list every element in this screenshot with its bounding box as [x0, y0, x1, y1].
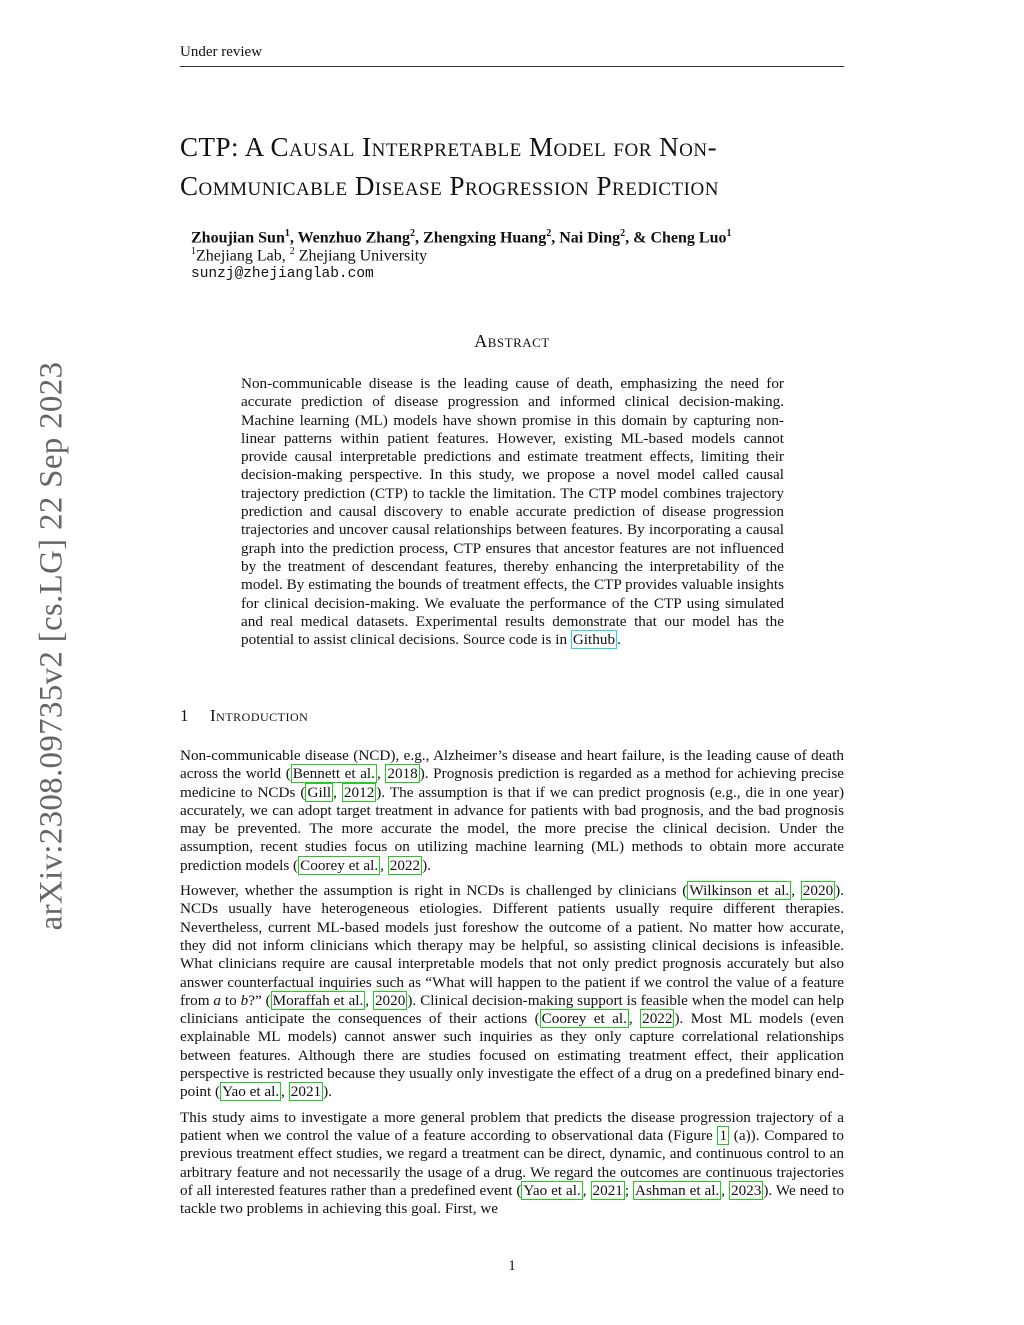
- paragraph: [180, 882, 844, 1102]
- author-name: Zhengxing Huang: [423, 229, 547, 247]
- citation-sep: ,: [721, 1181, 729, 1199]
- author-affil-sup: 1: [726, 228, 732, 239]
- affiliation: Zhejiang University: [294, 247, 428, 265]
- citation-sep: ,: [628, 1010, 641, 1028]
- citation-link[interactable]: 2022: [642, 1010, 673, 1028]
- paragraph: [180, 747, 844, 875]
- citation-link[interactable]: 2023: [730, 1181, 762, 1199]
- text-run: ).: [323, 1083, 332, 1101]
- author-name: Nai Ding: [559, 229, 621, 247]
- author-affil-sup: 2: [620, 228, 626, 239]
- citation-sep: ,: [281, 1083, 289, 1101]
- citation-sep: ,: [376, 765, 386, 783]
- introduction-body: [180, 747, 844, 1225]
- running-head: Under review: [180, 44, 263, 60]
- text-run: ).: [422, 856, 431, 874]
- abstract-text: Non-communicable disease is the leading cause of death, emphasizing the need for accurate prediction of disease progression and informed clinical decision-making. Machine learning (ML) models have shown promise in this domain by capturing non-linear patterns within patient features. However, existing ML-based models cannot provide causal interpretable predictions and estimate treatment effects, limiting their decision-making perspective. In this study, we propose a novel model called causal trajectory prediction (CTP) to tackle the limitation. The CTP model combines trajectory prediction and causal discovery to enable accurate prediction of disease progression trajectories and uncover causal relationships between features. By incorporating a causal graph into the prediction process, CTP ensures that ancestor features are not influenced by the treatment of descendant features, thereby enhancing the interpretability of the model. By estimating the bounds of treatment effects, the CTP provides valuable insights for clinical decision-making. We evaluate the performance of the CTP using simulated and real medical datasets. Experimental results demonstrate that our model has the potential to assist clinical decisions. Source code is in: [241, 375, 784, 649]
- paragraph: [180, 1109, 844, 1219]
- citation-link[interactable]: Ashman et al.: [635, 1181, 720, 1199]
- text-run: ). NCDs usually have heterogeneous etiologies. Different patients usually require different therapies. Nevertheless, current ML-based models just foreshow the outcome of a patient. No matter how accurate, they did not inform clinicians which therapy may be helpful, so assisting clinical decisions is infeasible. What clinicians require are causal interpretable models that not only predict prognosis accurately but also answer counterfactual inquiries such as “What will happen to the patient if we control the value of a feature from: [180, 882, 845, 1009]
- abstract-heading: Abstract: [474, 331, 550, 351]
- citation-link[interactable]: Gill: [307, 783, 332, 801]
- affiliations: [191, 246, 427, 265]
- section-title: Introduction: [210, 706, 309, 725]
- page-number: 1: [508, 1258, 516, 1274]
- citation-sep: ;: [624, 1181, 634, 1199]
- citation-sep: ,: [380, 856, 388, 874]
- header-rule: [180, 66, 844, 67]
- text-run: ). We need to tackle two problems in achieving this goal. First, we: [180, 1181, 845, 1218]
- abstract-end: .: [617, 631, 621, 649]
- author-amp: &: [633, 229, 651, 247]
- section-heading: [180, 706, 308, 726]
- abstract-body: [241, 375, 784, 649]
- math-var: a: [213, 991, 222, 1009]
- citation-link[interactable]: Bennett et al.: [292, 765, 375, 783]
- citation-link[interactable]: 2020: [374, 991, 406, 1009]
- citation-link[interactable]: 2012: [343, 783, 375, 801]
- text-run: However, whether the assumption is right in NCDs is challenged by clinicians (: [180, 882, 688, 900]
- author-affil-sup: 2: [546, 228, 552, 239]
- author-sep: ,: [289, 229, 298, 247]
- citation-link[interactable]: 2021: [290, 1083, 322, 1101]
- text-run: ?” (: [248, 991, 271, 1009]
- citation-link[interactable]: 2018: [387, 765, 418, 783]
- text-run: Non-communicable disease (NCD), e.g., Alzheimer’s disease and heart failure, is the leading cause of death across the world (: [180, 747, 844, 783]
- author-sep: ,: [625, 229, 634, 247]
- section-number: 1: [180, 706, 189, 725]
- author-name: Zhoujian Sun: [191, 229, 285, 247]
- arxiv-stamp: arXiv:2308.09735v2 [cs.LG] 22 Sep 2023: [33, 361, 70, 931]
- citation-sep: ,: [333, 783, 342, 801]
- text-run: to: [221, 991, 241, 1009]
- citation-link[interactable]: Wilkinson et al.: [689, 882, 790, 900]
- author-sep: ,: [551, 229, 560, 247]
- author-name: Wenzhuo Zhang: [297, 229, 411, 247]
- paper-title: [180, 128, 860, 206]
- citation-link[interactable]: Yao et al.: [222, 1083, 280, 1101]
- text-run: ). The assumption is that if we can predict prognosis (e.g., die in one year) accurately, we can adopt target treatment in advance for patients with bad prognosis, and the bad prognosis may be prevented. The more accurate the model, the more precise the clinical decision. Under the assumption, recent studies focus on utilizing machine learning (ML) methods to obtain more accurate prediction models (: [180, 783, 844, 874]
- citation-link[interactable]: 2022: [389, 856, 421, 874]
- author-sep: ,: [415, 229, 424, 247]
- citation-link[interactable]: 2020: [802, 882, 834, 900]
- text-run: This study aims to investigate a more general problem that predicts the disease progression trajectory of a patient when we control the value of a feature according to observational data (Figure: [180, 1108, 844, 1144]
- author-affil-sup: 1: [284, 228, 290, 239]
- title-line-1: CTP: A Causal Interpretable Model for Non-: [180, 132, 718, 162]
- citation-sep: ,: [365, 991, 373, 1009]
- author-name: Cheng Luo: [650, 229, 727, 247]
- affil-sup: 1: [191, 246, 196, 257]
- affil-sup: 2: [289, 246, 295, 257]
- author-affil-sup: 2: [410, 228, 416, 239]
- citation-sep: ,: [582, 1181, 591, 1199]
- text-run: ). Prognosis prediction is regarded as a method for achieving precise medicine to NCDs (: [180, 765, 845, 801]
- github-link[interactable]: Github: [572, 631, 616, 649]
- citation-link[interactable]: Yao et al.: [523, 1181, 581, 1199]
- citation-link[interactable]: Coorey et al.: [300, 856, 379, 874]
- figure-link[interactable]: 1: [719, 1126, 728, 1144]
- title-line-2: Communicable Disease Progression Prediction: [180, 171, 719, 201]
- citation-link[interactable]: Moraffah et al.: [272, 991, 364, 1009]
- math-var: b: [240, 991, 249, 1009]
- citation-link[interactable]: Coorey et al.: [541, 1010, 627, 1028]
- text-run: (a)). Compared to previous treatment effect studies, we regard a treatment can be direct, dynamic, and continuous control to an arbitrary feature and not necessarily the usage of a drug. We regard the outcomes are continuous trajectories of all interested features rather than a predefined event (: [180, 1126, 844, 1199]
- text-run: ). Most ML models (even explainable ML models) cannot answer such inquiries as they only capture correlational relationships between features. Although there are studies focused on estimating treatment effect, their application perspective is restricted because they usually only investigate the effect of a drug on a predefined binary end-point (: [180, 1010, 844, 1101]
- author-list: [191, 228, 731, 247]
- citation-link[interactable]: 2021: [592, 1181, 623, 1199]
- author-email[interactable]: sunzj@zhejianglab.com: [191, 266, 374, 282]
- affiliation: Zhejiang Lab,: [196, 247, 290, 265]
- citation-sep: ,: [791, 882, 801, 900]
- text-run: ). Clinical decision-making support is feasible when the model can help clinicians anticipate the consequences of their actions (: [180, 991, 844, 1028]
